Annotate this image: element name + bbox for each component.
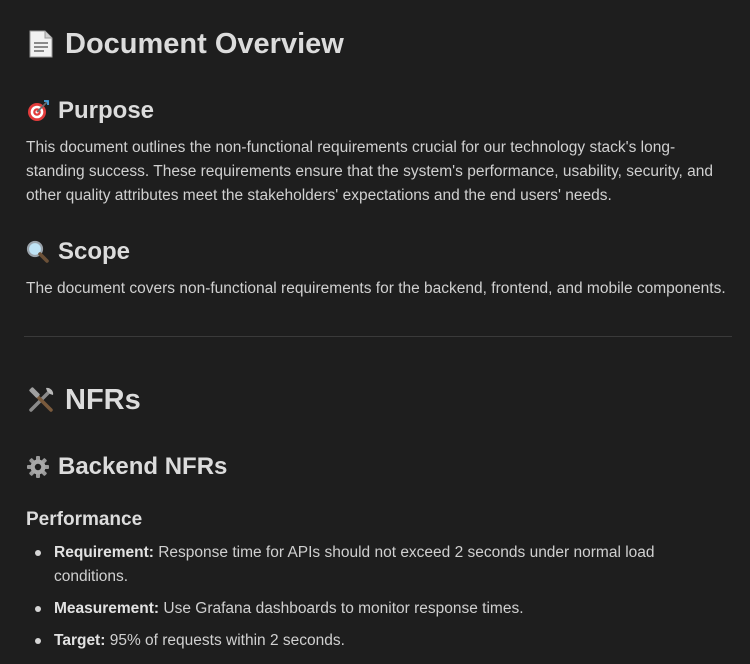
performance-heading: Performance: [26, 509, 143, 530]
purpose-heading: [26, 95, 154, 127]
bullet-icon: [35, 638, 41, 644]
page-facing-up-icon: [26, 29, 55, 59]
backend-nfrs-title: Backend NFRs: [58, 453, 228, 480]
list-item-text: Use Grafana dashboards to monitor response times.: [159, 600, 524, 617]
scope-heading: [26, 236, 130, 268]
list-item-requirement: [26, 541, 706, 589]
magnifying-glass-icon: [26, 240, 50, 264]
hammer-and-wrench-icon: [26, 385, 56, 415]
nfrs-title: NFRs: [65, 383, 141, 416]
scope-title: Scope: [58, 238, 131, 265]
purpose-paragraph: This document outlines the non-functional requirements crucial for our technology stack's long-standing success. These requirements ensure that the system's performance, usability, security, and other quality attributes meet the stakeholders' expectations and the end users' needs.: [26, 139, 714, 204]
nfrs-heading: [26, 380, 141, 420]
list-item-label: Requirement:: [54, 544, 154, 561]
document-overview-title: Document Overview: [65, 27, 344, 60]
scope-paragraph: The document covers non-functional requirements for the backend, frontend, and mobile components.: [26, 280, 726, 297]
bullet-icon: [35, 606, 41, 612]
direct-hit-target-icon: [26, 99, 50, 123]
list-item-measurement: [26, 597, 706, 621]
list-item-target: [26, 629, 706, 653]
gear-icon: [26, 455, 50, 479]
performance-list: [26, 541, 706, 653]
list-item-label: Target:: [54, 632, 106, 649]
list-item-text: 95% of requests within 2 seconds.: [105, 632, 345, 649]
bullet-icon: [35, 550, 41, 556]
list-item-text: Response time for APIs should not exceed 2 seconds under normal load conditions.: [54, 544, 655, 585]
purpose-title: Purpose: [58, 97, 155, 124]
list-item-label: Measurement:: [54, 600, 160, 617]
backend-nfrs-heading: [26, 451, 227, 483]
section-divider: [24, 336, 732, 337]
document-overview-heading: [26, 24, 344, 64]
